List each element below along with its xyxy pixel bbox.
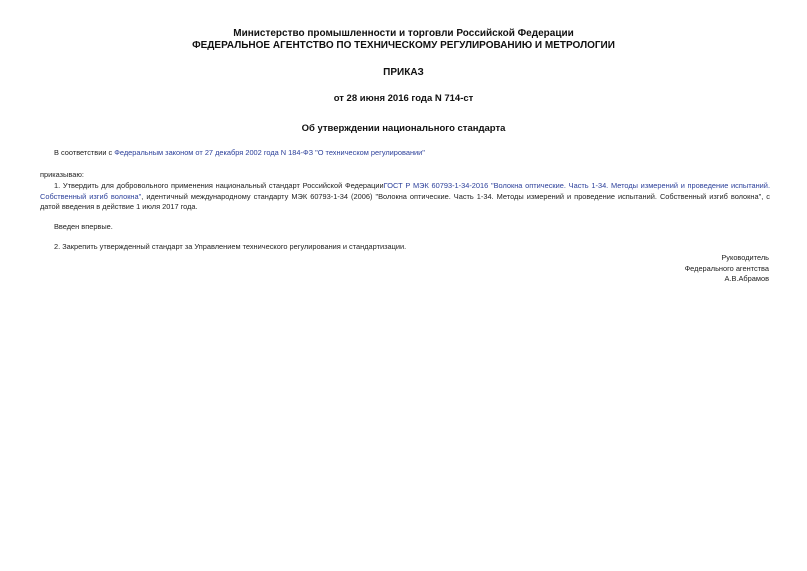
item2-paragraph: 2. Закрепить утвержденный стандарт за Управлением технического регулирования и стандартизации.: [54, 242, 407, 251]
item1-suffix: , идентичный международному стандарту МЭК 60793-1-34 (2006) "Волокна оптические. Часть 1-34. Методы измерений и проведение испытаний. Собственный изгиб волокна", с датой введения в действие 1 июля 2017 года.: [40, 191, 771, 212]
agency-title: ФЕДЕРАЛЬНОЕ АГЕНТСТВО ПО ТЕХНИЧЕСКОМУ РЕГУЛИРОВАНИЮ И МЕТРОЛОГИИ: [192, 40, 615, 51]
signer-position-line1: Руководитель: [721, 253, 769, 262]
gost-standard-link[interactable]: ГОСТ Р МЭК 60793-1-34-2016 "Волокна оптические. Часть 1-34. Методы измерений и проведение испытаний. Собственный изгиб волокна": [40, 181, 770, 201]
intro-paragraph: [40, 148, 770, 159]
item1-prefix: 1. Утвердить для добровольного применения национальный стандарт Российской Федерации: [54, 181, 384, 190]
signature-block: [685, 253, 769, 285]
intro-prefix: В соответствии с: [54, 148, 115, 157]
federal-law-link[interactable]: Федеральным законом от 27 декабря 2002 года N 184-ФЗ "О техническом регулировании": [114, 148, 425, 157]
document-type: ПРИКАЗ: [383, 67, 424, 78]
item1-paragraph: [40, 181, 770, 213]
introduced-note: Введен впервые.: [54, 222, 113, 231]
document-date: от 28 июня 2016 года N 714-ст: [333, 93, 474, 104]
document-subject: Об утверждении национального стандарта: [301, 123, 506, 134]
order-word: приказываю:: [40, 170, 84, 179]
signer-position-line2: Федерального агентства: [684, 263, 769, 273]
signer-name: А.В.Абрамов: [724, 274, 769, 284]
ministry-title: Министерство промышленности и торговли Российской Федерации: [233, 28, 574, 39]
